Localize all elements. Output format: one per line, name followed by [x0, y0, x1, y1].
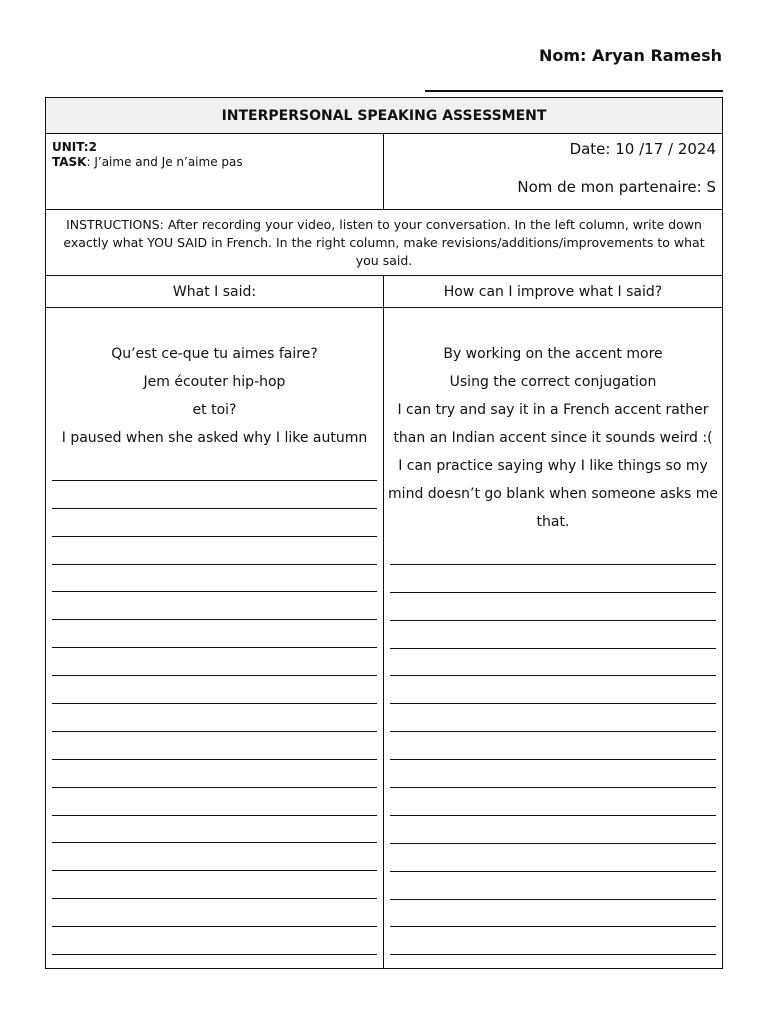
what-i-said-column — [46, 308, 384, 968]
written-line: mind doesn’t go blank when someone asks me — [388, 486, 718, 502]
blank-writing-line — [52, 481, 377, 509]
written-line: Using the correct conjugation — [449, 374, 657, 390]
blank-writing-line — [52, 509, 377, 537]
written-line: et toi? — [192, 402, 237, 418]
blank-writing-line — [52, 871, 377, 899]
written-line: I can try and say it in a French accent rather — [397, 402, 709, 418]
blank-writing-line — [52, 537, 377, 565]
blank-writing-line — [390, 927, 716, 955]
left-text-lines — [46, 340, 383, 452]
blank-writing-line — [390, 732, 716, 760]
meta-row — [46, 134, 722, 210]
blank-writing-line — [390, 900, 716, 928]
written-line: Qu’est ce-que tu aimes faire? — [111, 346, 318, 362]
blank-writing-line — [52, 927, 377, 955]
blank-writing-line — [390, 676, 716, 704]
written-line: than an Indian accent since it sounds weird :( — [393, 430, 713, 446]
assessment-sheet — [45, 97, 723, 969]
blank-writing-line — [390, 844, 716, 872]
student-name: Nom: Aryan Ramesh — [538, 46, 722, 65]
written-line: that. — [536, 514, 570, 530]
blank-writing-line — [52, 565, 377, 593]
blank-writing-line — [52, 453, 377, 481]
column-header-left: What I said: — [46, 276, 384, 307]
task-line — [52, 155, 377, 170]
written-line: I can practice saying why I like things so my — [398, 458, 708, 474]
unit-task-cell — [46, 134, 384, 209]
blank-writing-line — [52, 592, 377, 620]
written-line: By working on the accent more — [443, 346, 663, 362]
blank-writing-line — [390, 704, 716, 732]
blank-writing-line — [390, 872, 716, 900]
task-label: TASK — [52, 155, 87, 169]
task-value: : J’aime and Je n’aime pas — [86, 155, 243, 169]
unit-label: UNIT: — [52, 140, 89, 154]
blank-writing-line — [390, 565, 716, 593]
left-writing-lines — [52, 453, 377, 955]
answer-body — [46, 308, 722, 968]
blank-writing-line — [52, 899, 377, 927]
blank-writing-line — [52, 648, 377, 676]
blank-writing-line — [390, 593, 716, 621]
blank-writing-line — [52, 788, 377, 816]
date-text: Date: 10 /17 / 2024 — [569, 140, 716, 158]
blank-writing-line — [52, 816, 377, 844]
unit-line — [52, 140, 377, 155]
blank-writing-line — [52, 620, 377, 648]
blank-writing-line — [390, 816, 716, 844]
blank-writing-line — [52, 732, 377, 760]
date-partner-cell — [384, 134, 722, 209]
written-line: I paused when she asked why I like autumn — [61, 430, 368, 446]
partner-text: Nom de mon partenaire: S — [517, 178, 716, 196]
column-header-row — [46, 276, 722, 308]
blank-writing-line — [52, 676, 377, 704]
blank-writing-line — [52, 704, 377, 732]
sheet-title: INTERPERSONAL SPEAKING ASSESSMENT — [46, 98, 722, 134]
blank-writing-line — [390, 537, 716, 565]
instructions: INSTRUCTIONS: After recording your video, listen to your conversation. In the left column, write down exactly what YOU SAID in French. In the right column, make revisions/additions/improvements to what you said. — [46, 210, 722, 276]
unit-value: 2 — [88, 140, 97, 154]
blank-writing-line — [52, 843, 377, 871]
written-line: Jem écouter hip-hop — [143, 374, 286, 390]
column-header-right: How can I improve what I said? — [443, 283, 663, 300]
right-writing-lines — [390, 537, 716, 955]
improvement-column — [384, 308, 722, 968]
blank-writing-line — [52, 760, 377, 788]
blank-writing-line — [390, 788, 716, 816]
right-text-lines — [384, 340, 722, 536]
blank-writing-line — [390, 649, 716, 677]
name-underline — [425, 90, 723, 92]
blank-writing-line — [390, 621, 716, 649]
blank-writing-line — [390, 760, 716, 788]
